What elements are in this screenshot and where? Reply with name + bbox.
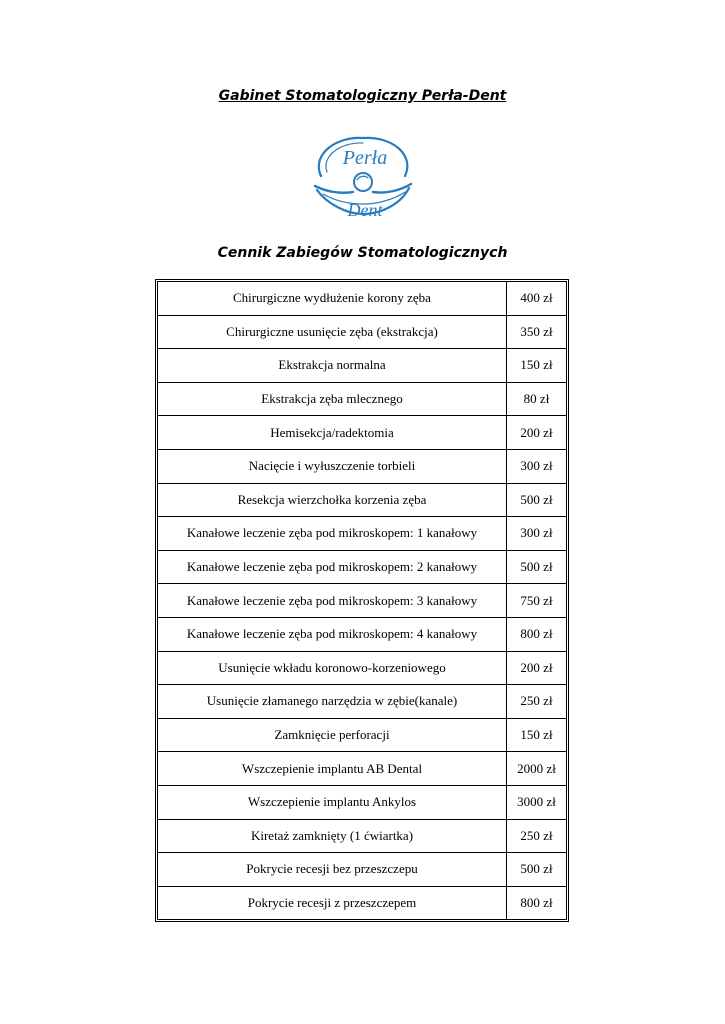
table-row xyxy=(158,517,566,551)
procedure-name: Kanałowe leczenie zęba pod mikroskopem: 2 kanałowy xyxy=(158,550,507,584)
procedure-name: Wszczepienie implantu Ankylos xyxy=(158,785,507,819)
procedure-name: Usunięcie wkładu koronowo-korzeniowego xyxy=(158,651,507,685)
price-table-body xyxy=(158,282,566,919)
procedure-price: 200 zł xyxy=(507,651,567,685)
procedure-price: 250 zł xyxy=(507,819,567,853)
clinic-title: Gabinet Stomatologiczny Perła-Dent xyxy=(218,88,507,104)
procedure-price: 150 zł xyxy=(507,718,567,752)
procedure-price: 500 zł xyxy=(507,483,567,517)
procedure-name: Wszczepienie implantu AB Dental xyxy=(158,752,507,786)
price-table xyxy=(155,279,569,922)
procedure-name: Kiretaż zamknięty (1 ćwiartka) xyxy=(158,819,507,853)
procedure-price: 150 zł xyxy=(507,349,567,383)
procedure-name: Chirurgiczne usunięcie zęba (ekstrakcja) xyxy=(158,315,507,349)
procedure-name: Resekcja wierzchołka korzenia zęba xyxy=(158,483,507,517)
procedure-price: 250 zł xyxy=(507,685,567,719)
table-row xyxy=(158,584,566,618)
table-row xyxy=(158,550,566,584)
procedure-price: 750 zł xyxy=(507,584,567,618)
procedure-name: Pokrycie recesji z przeszczepem xyxy=(158,886,507,919)
table-row xyxy=(158,382,566,416)
logo-text-top: Perła xyxy=(342,147,388,169)
procedure-price: 400 zł xyxy=(507,282,567,315)
procedure-name: Kanałowe leczenie zęba pod mikroskopem: 4 kanałowy xyxy=(158,617,507,651)
procedure-price: 800 zł xyxy=(520,894,553,910)
table-row xyxy=(158,685,566,719)
procedure-price: 300 zł xyxy=(507,449,567,483)
table-row xyxy=(158,819,566,853)
table-row xyxy=(158,752,566,786)
table-row xyxy=(158,282,566,315)
procedure-name: Kanałowe leczenie zęba pod mikroskopem: 1 kanałowy xyxy=(158,517,507,551)
procedure-name: Usunięcie złamanego narzędzia w zębie(kanale) xyxy=(158,685,507,719)
procedure-price: 800 zł xyxy=(507,617,567,651)
procedure-name: Zamknięcie perforacji xyxy=(158,718,507,752)
logo-text-bottom: Dent xyxy=(347,200,383,220)
procedure-price: 350 zł xyxy=(507,315,567,349)
table-row xyxy=(158,349,566,383)
table-row xyxy=(158,449,566,483)
clinic-logo xyxy=(307,132,419,222)
procedure-name: Nacięcie i wyłuszczenie torbieli xyxy=(158,449,507,483)
table-row xyxy=(158,617,566,651)
procedure-price: 3000 zł xyxy=(507,785,567,819)
table-row xyxy=(158,718,566,752)
procedure-price: 200 zł xyxy=(507,416,567,450)
procedure-price: 500 zł xyxy=(507,550,567,584)
table-row xyxy=(158,416,566,450)
procedure-price: 300 zł xyxy=(507,517,567,551)
price-list-title: Cennik Zabiegów Stomatologicznych xyxy=(217,245,508,261)
table-row xyxy=(158,483,566,517)
procedure-name: Chirurgiczne wydłużenie korony zęba xyxy=(158,282,507,315)
procedure-price: 2000 zł xyxy=(507,752,567,786)
table-row xyxy=(158,651,566,685)
procedure-price: 500 zł xyxy=(507,853,567,887)
table-row xyxy=(158,886,566,919)
table-row xyxy=(158,785,566,819)
table-row xyxy=(158,315,566,349)
procedure-name: Hemisekcja/radektomia xyxy=(158,416,507,450)
procedure-name: Ekstrakcja zęba mlecznego xyxy=(158,382,507,416)
table-row xyxy=(158,853,566,887)
procedure-name: Kanałowe leczenie zęba pod mikroskopem: 3 kanałowy xyxy=(158,584,507,618)
procedure-name: Ekstrakcja normalna xyxy=(158,349,507,383)
procedure-price: 80 zł xyxy=(507,382,567,416)
procedure-name: Pokrycie recesji bez przeszczepu xyxy=(158,853,507,887)
